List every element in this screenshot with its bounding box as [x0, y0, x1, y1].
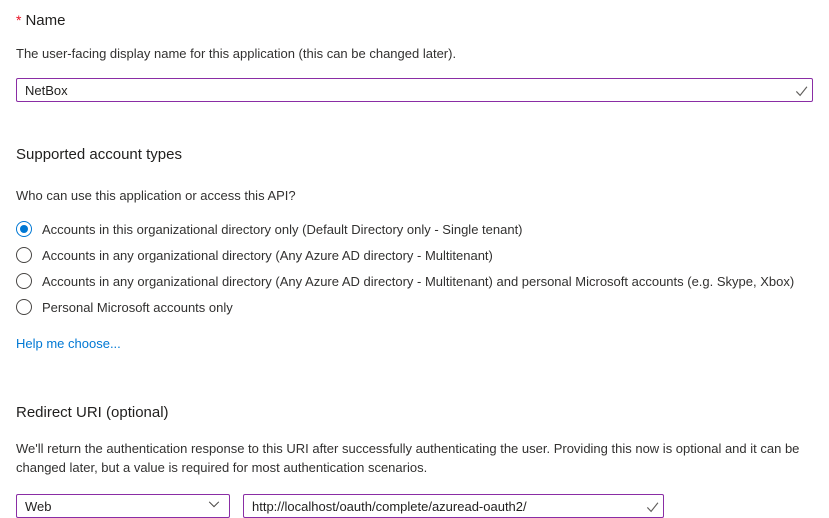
radio-single-tenant-label: Accounts in this organizational directory only (Default Directory only - Single tenant): [42, 221, 523, 237]
name-field-container: [16, 78, 813, 102]
required-asterisk: *: [16, 12, 22, 28]
radio-personal-only[interactable]: [16, 294, 813, 320]
name-description: The user-facing display name for this application (this can be changed later).: [16, 46, 457, 61]
radio-button-icon: [16, 273, 32, 289]
redirect-uri-controls: [16, 494, 813, 518]
radio-multitenant-personal[interactable]: [16, 268, 813, 294]
radio-multitenant-personal-label: Accounts in any organizational directory (Any Azure AD directory - Multitenant) and personal Microsoft accounts (e.g. Skype, Xbox): [42, 273, 795, 289]
chevron-down-icon: [207, 497, 221, 516]
redirect-uri-section: [16, 403, 813, 518]
account-types-question: Who can use this application or access this API?: [16, 188, 296, 203]
help-me-choose-link[interactable]: Help me choose...: [16, 336, 121, 351]
radio-button-icon: [16, 221, 32, 237]
radio-multitenant[interactable]: [16, 242, 813, 268]
radio-button-icon: [16, 247, 32, 263]
redirect-uri-heading: Redirect URI (optional): [16, 404, 169, 421]
account-types-heading: Supported account types: [16, 146, 182, 163]
name-section: [16, 10, 813, 102]
account-type-radio-group: [16, 216, 813, 320]
platform-select[interactable]: [16, 494, 230, 518]
radio-single-tenant[interactable]: [16, 216, 813, 242]
name-label: Name: [25, 12, 66, 29]
radio-button-icon: [16, 299, 32, 315]
name-input[interactable]: [17, 79, 790, 101]
redirect-uri-field-container: [243, 494, 664, 518]
redirect-uri-description: We'll return the authentication response to this URI after successfully authenticating the user. Providing this now is optional and it can be changed later, but a value is required for most authentication scenarios.: [16, 441, 800, 475]
radio-personal-only-label: Personal Microsoft accounts only: [42, 299, 233, 315]
radio-multitenant-label: Accounts in any organizational directory (Any Azure AD directory - Multitenant): [42, 247, 493, 263]
supported-account-types-section: [16, 145, 813, 353]
checkmark-icon: [790, 83, 812, 98]
platform-select-value: Web: [25, 498, 52, 514]
redirect-uri-input[interactable]: [244, 495, 641, 517]
checkmark-icon: [641, 499, 663, 514]
name-section-heading: [16, 10, 813, 31]
